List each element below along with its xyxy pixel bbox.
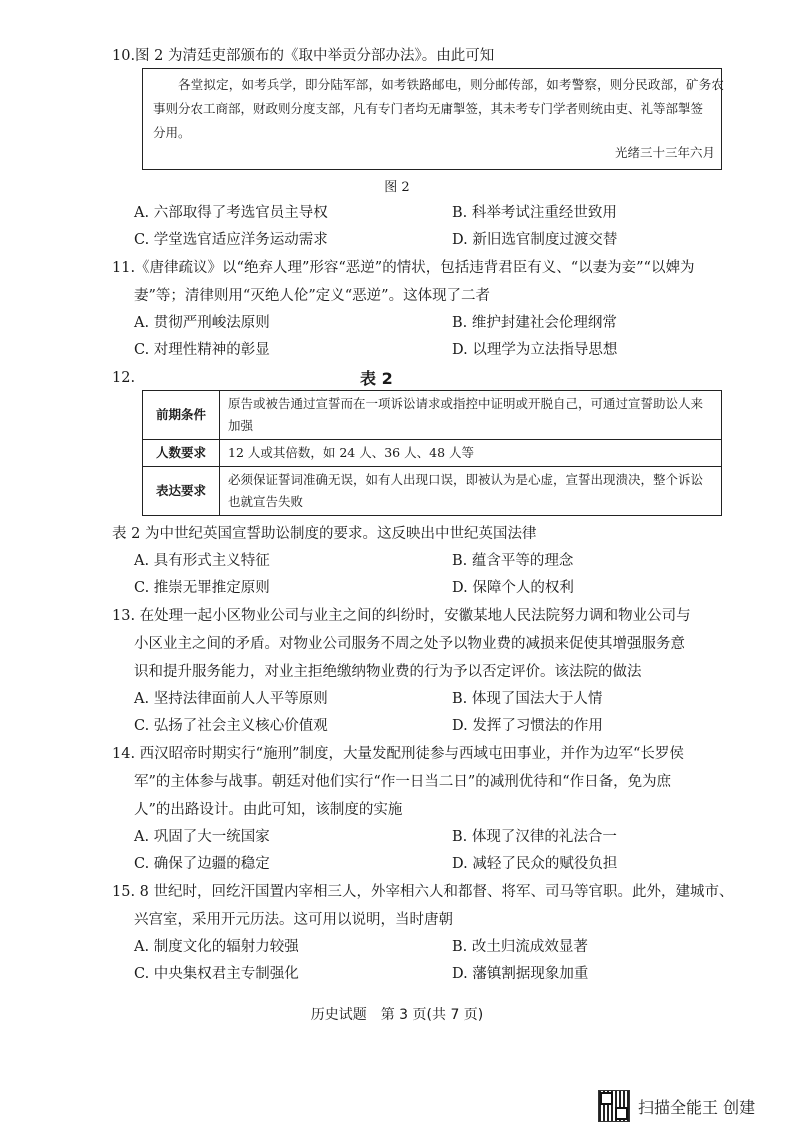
page-footer: 历史试题 第 3 页(共 7 页) <box>310 1007 484 1023</box>
question-14-line-3: 人”的出路设计。由此可知，该制度的实施 <box>134 802 403 818</box>
option-a[interactable]: A. 贯彻严刑峻法原则 <box>134 315 270 331</box>
option-c[interactable]: C. 对理性精神的彰显 <box>134 342 270 358</box>
option-a[interactable]: A. 坚持法律面前人人平等原则 <box>134 691 328 707</box>
option-d[interactable]: D. 以理学为立法指导思想 <box>452 342 618 358</box>
question-10-options <box>112 200 722 254</box>
table-header-cell: 前期条件 <box>143 391 220 440</box>
watermark-text: 扫描全能王 创建 <box>638 1097 756 1117</box>
option-c[interactable]: C. 确保了边疆的稳定 <box>134 856 270 872</box>
option-b[interactable]: B. 体现了国法大于人情 <box>452 691 603 707</box>
table-content-cell: 12 人或其倍数，如 24 人、36 人、48 人等 <box>220 440 722 467</box>
question-12-stem: 表 2 为中世纪英国宣誓助讼制度的要求。这反映出中世纪英国法律 <box>112 526 537 542</box>
question-15-line-2: 兴宫室，采用开元历法。这可用以说明，当时唐朝 <box>134 912 453 928</box>
option-d[interactable]: D. 藩镇割据现象加重 <box>452 966 589 982</box>
question-10-stem: 10.图 2 为清廷吏部颁布的《取中举贡分部办法》。由此可知 <box>112 48 495 64</box>
question-12-label: 12. <box>112 370 136 386</box>
question-11-line-2: 妻”等；清律则用“灭绝人伦”定义“恶逆”。这体现了二者 <box>134 288 491 304</box>
table-title: 表 2 <box>360 369 393 388</box>
doc-signature: 光绪三十三年六月 <box>614 145 715 160</box>
option-d[interactable]: D. 发挥了习惯法的作用 <box>452 718 603 734</box>
scanner-watermark <box>598 1090 755 1122</box>
option-b[interactable]: B. 维护封建社会伦理纲常 <box>452 315 617 331</box>
question-14 <box>112 740 722 878</box>
question-14-line-2: 军”的主体参与战事。朝廷对他们实行“作一日当二日”的减刑优待和“作日备，免为庶 <box>134 774 672 790</box>
option-a[interactable]: A. 巩固了大一统国家 <box>134 829 270 845</box>
table-row <box>143 440 722 467</box>
question-12-number <box>112 364 722 392</box>
doc-line-2: 事则分农工商部，财政则分度支部，凡有专门者均无庸掣签，其未考专门学者则统由吏、礼等部掣签 <box>153 101 704 116</box>
option-d[interactable]: D. 保障个人的权利 <box>452 580 574 596</box>
option-a[interactable]: A. 具有形式主义特征 <box>134 553 270 569</box>
doc-line-3: 分用。 <box>153 125 191 140</box>
option-b[interactable]: B. 体现了汉律的礼法合一 <box>452 829 617 845</box>
option-d[interactable]: D. 新旧选官制度过渡交替 <box>452 232 618 248</box>
option-c[interactable]: C. 推崇无罪推定原则 <box>134 580 270 596</box>
table-content-cell: 必须保证誓词准确无误，如有人出现口误，即被认为是心虚，宣誓出现溃决，整个诉讼也就宣告失败 <box>220 467 722 516</box>
doc-line-1: 各堂拟定，如考兵学，即分陆军部，如考铁路邮电，则分邮传部，如考警察，则分民政部，矿务农 <box>178 77 725 92</box>
option-c[interactable]: C. 中央集权君主专制强化 <box>134 966 299 982</box>
table-header-cell: 表达要求 <box>143 467 220 516</box>
table-content-cell: 原告或被告通过宣誓而在一项诉讼请求或指控中证明或开脱自己，可通过宣誓助讼人来加强 <box>220 391 722 440</box>
option-a[interactable]: A. 六部取得了考选官员主导权 <box>134 205 328 221</box>
question-15 <box>112 878 734 988</box>
option-d[interactable]: D. 减轻了民众的赋役负担 <box>452 856 618 872</box>
question-12 <box>112 520 722 602</box>
option-c[interactable]: C. 弘扬了社会主义核心价值观 <box>134 718 328 734</box>
option-c[interactable]: C. 学堂选官适应洋务运动需求 <box>134 232 328 248</box>
question-11-line-1: 11.《唐律疏议》以“绝弃人理”形容“恶逆”的情状，包括违背君臣有义、“以妻为妾”“以婢为 <box>112 260 695 276</box>
table-row <box>143 467 722 516</box>
question-14-line-1: 14. 西汉昭帝时期实行“施刑”制度，大量发配刑徒参与西域屯田事业，并作为边军“长罗侯 <box>112 746 684 762</box>
question-11 <box>112 254 722 364</box>
document-excerpt-box <box>142 68 725 170</box>
question-13-line-2: 小区业主之间的矛盾。对物业公司服务不周之处予以物业费的减损来促使其增强服务意 <box>134 636 685 652</box>
option-b[interactable]: B. 改土归流成效显著 <box>452 939 588 955</box>
qr-code-icon <box>598 1090 630 1122</box>
table-header-cell: 人数要求 <box>143 440 220 467</box>
option-a[interactable]: A. 制度文化的辐射力较强 <box>134 939 299 955</box>
question-13-line-3: 识和提升服务能力，对业主拒绝缴纳物业费的行为予以否定评价。该法院的做法 <box>134 664 642 680</box>
option-b[interactable]: B. 蕴含平等的理念 <box>452 553 574 569</box>
figure-caption: 图 2 <box>384 180 410 195</box>
option-b[interactable]: B. 科举考试注重经世致用 <box>452 205 617 221</box>
table-row <box>143 391 722 440</box>
question-15-line-1: 15. 8 世纪时，回纥汗国置内宰相三人，外宰相六人和都督、将军、司马等官职。此外，建城市、 <box>112 884 734 900</box>
question-10 <box>112 42 722 70</box>
question-13 <box>112 602 722 740</box>
table-2 <box>142 390 722 516</box>
question-13-line-1: 13. 在处理一起小区物业公司与业主之间的纠纷时，安徽某地人民法院努力调和物业公司与 <box>112 608 691 624</box>
